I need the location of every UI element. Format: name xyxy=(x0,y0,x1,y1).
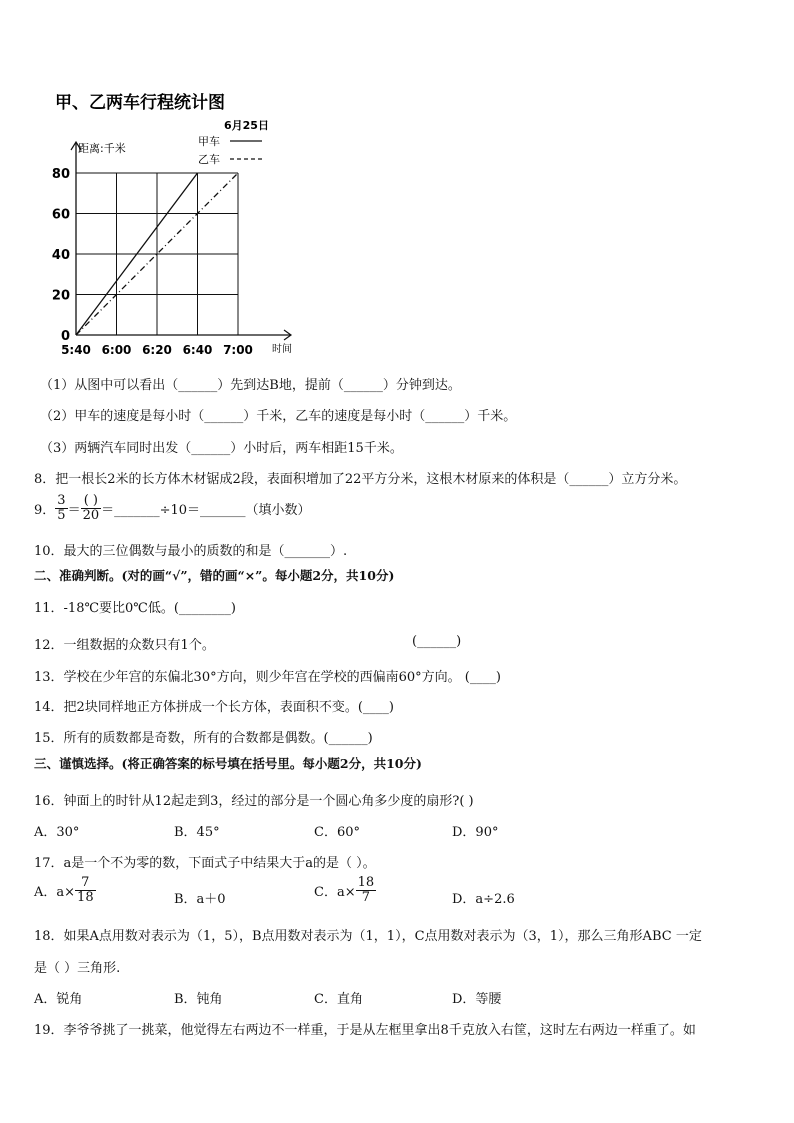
x-tick-label: 6:00 xyxy=(101,343,132,357)
q16-option-d: D．90° xyxy=(452,825,499,840)
question-9 xyxy=(34,494,311,522)
q9-prefix: 9． xyxy=(34,502,56,518)
question-7-3: （3）两辆汽车同时出发（______）小时后，两车相距15千米。 xyxy=(40,441,403,456)
q16-option-c: C．60° xyxy=(314,825,360,840)
q9-fraction-1 xyxy=(55,494,67,522)
y-tick-label: 60 xyxy=(51,207,70,223)
q17-option-c xyxy=(314,876,376,904)
q16-option-b: B．45° xyxy=(174,825,220,840)
question-15: 15．所有的质数都是奇数，所有的合数都是偶数。(______) xyxy=(34,731,373,746)
x-tick-label: 6:40 xyxy=(182,343,213,357)
q9-frac1-den: 5 xyxy=(57,507,66,523)
q17-a-num: 7 xyxy=(75,876,96,891)
y-tick-label: 20 xyxy=(51,288,70,304)
y-tick-label: 80 xyxy=(51,167,70,182)
y-tick-label: 0 xyxy=(60,329,70,344)
x-tick-label: 5:40 xyxy=(61,343,91,357)
question-18-line-1: 18．如果A点用数对表示为（1，5），B点用数对表示为（1，1），C点用数对表示为（3，1），那么三角形ABC 一定 xyxy=(34,929,702,944)
question-12: 12．一组数据的众数只有1个。 xyxy=(34,638,215,653)
q17-option-b: B．a＋0 xyxy=(174,892,226,907)
question-7-1: （1）从图中可以看出（______）先到达B地，提前（______）分钟到达。 xyxy=(40,378,461,393)
q17-c-fraction xyxy=(356,876,377,904)
q9-frac1-num: 3 xyxy=(57,493,66,508)
q9-eq1: ＝ xyxy=(67,502,81,518)
y-tick-label: 40 xyxy=(51,248,70,263)
y-axis-label: 距离:千米 xyxy=(78,142,126,155)
plot-area xyxy=(52,142,291,357)
q16-option-a: A．30° xyxy=(34,825,80,840)
legend-label-yi: 乙车 xyxy=(198,153,220,166)
q9-frac2-den: 20 xyxy=(82,507,100,523)
q17-a-prefix: A．a× xyxy=(34,884,76,900)
x-tick-label: 6:20 xyxy=(142,343,172,357)
question-11: 11．-18℃要比0℃低。(________) xyxy=(34,601,236,616)
section-2-heading: 二、准确判断。(对的画“√”，错的画“×”。每小题2分，共10分) xyxy=(34,568,395,583)
q17-c-den: 7 xyxy=(361,889,370,905)
q9-rest: ＝_______÷10＝_______（填小数） xyxy=(101,502,311,518)
section-3-heading: 三、谨慎选择。(将正确答案的标号填在括号里。每小题2分，共10分) xyxy=(34,756,422,771)
question-17: 17．a是一个不为零的数，下面式子中结果大于a的是（ ）。 xyxy=(34,856,376,871)
q17-c-num: 18 xyxy=(357,875,375,890)
q18-option-d: D．等腰 xyxy=(452,992,502,1007)
question-8: 8．把一根长2米的长方体木材锯成2段，表面积增加了22平方分米，这根木材原来的体积是（______）立方分米。 xyxy=(34,472,687,487)
q17-a-fraction xyxy=(75,876,96,904)
q17-option-a xyxy=(34,876,96,904)
chart-title: 甲、乙两车行程统计图 xyxy=(55,93,225,113)
q18-option-b: B．钝角 xyxy=(174,992,223,1007)
x-axis-label: 时间 xyxy=(272,344,292,355)
question-14: 14．把2块同样地正方体拼成一个长方体，表面积不变。(____) xyxy=(34,700,394,715)
q18-option-c: C．直角 xyxy=(314,992,363,1007)
travel-chart-svg xyxy=(0,0,320,365)
question-12-blank: (______) xyxy=(412,634,462,649)
x-tick-label: 7:00 xyxy=(223,343,253,357)
q18-option-a: A．锐角 xyxy=(34,992,83,1007)
q9-fraction-2 xyxy=(81,494,102,522)
q17-option-d: D．a÷2.6 xyxy=(452,892,515,907)
question-13: 13．学校在少年宫的东偏北30°方向，则少年宫在学校的西偏南60°方向。 (____) xyxy=(34,670,501,685)
q17-a-den: 18 xyxy=(77,889,94,905)
question-16: 16．钟面上的时针从12起走到3，经过的部分是一个圆心角多少度的扇形?( ) xyxy=(34,794,474,809)
question-19: 19．李爷爷挑了一挑菜，他觉得左右两边不一样重，于是从左框里拿出8千克放入右筐，这时左右两边一样重了。如 xyxy=(34,1023,696,1038)
question-18-line-2: 是（ ）三角形. xyxy=(34,961,121,976)
legend-label-jia: 甲车 xyxy=(198,135,220,148)
travel-chart xyxy=(0,0,320,365)
q9-frac2-num: ( ) xyxy=(81,494,102,509)
question-10: 10．最大的三位偶数与最小的质数的和是（_______）. xyxy=(34,544,348,559)
q17-c-prefix: C．a× xyxy=(314,884,356,900)
question-7-2: （2）甲车的速度是每小时（______）千米，乙车的速度是每小时（______）千米。 xyxy=(40,409,517,424)
chart-date: 6月25日 xyxy=(224,119,269,132)
